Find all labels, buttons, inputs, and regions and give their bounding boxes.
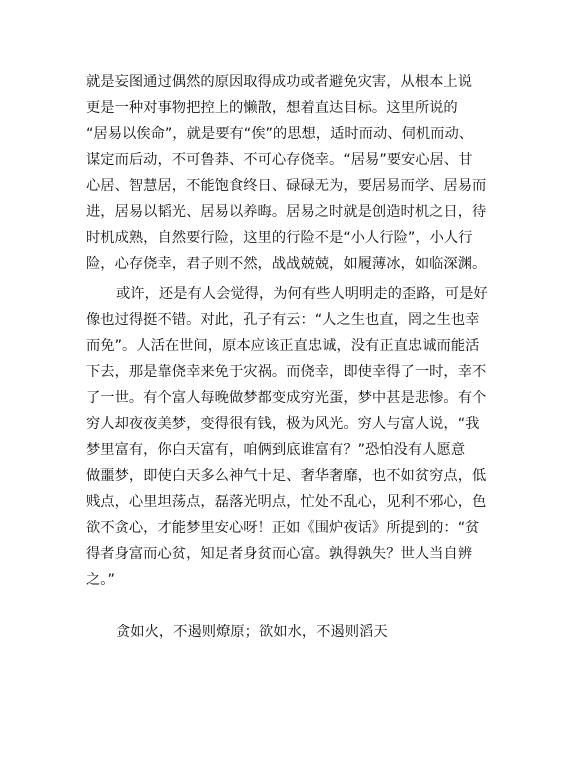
paragraph-line: 就是妄图通过偶然的原因取得成功或者避免灾害，从根本上说 xyxy=(86,74,473,90)
paragraph-line: 险，心存侥幸，君子则不然，战战兢兢，如履薄冰，如临深渊。 xyxy=(86,256,487,272)
paragraph-line: 得者身富而心贫，知足者身贫而心富。孰得孰失？世人当自辨 xyxy=(86,546,473,562)
paragraph-line: 做噩梦，即使白天多么神气十足、奢华奢靡，也不如贫穷点，低 xyxy=(86,468,487,484)
paragraph-line: 下去，那是靠侥幸来免于灾祸。而侥幸，即使幸得了一时，幸不 xyxy=(86,364,487,380)
paragraph-line: 贱点，心里坦荡点，磊落光明点，忙处不乱心，见利不邪心，色 xyxy=(86,494,487,510)
paragraph-line: 心居、智慧居，不能饱食终日、碌碌无为，要居易而学、居易而 xyxy=(86,178,487,194)
paragraph-line: 或许，还是有人会觉得，为何有些人明明走的歪路，可是好 xyxy=(116,286,488,302)
paragraph-line: 谋定而后动，不可鲁莽、不可心存侥幸。“居易”要安心居、甘 xyxy=(86,152,473,168)
paragraph-line: 时机成熟，自然要行险，这里的行险不是“小人行险”，小人行 xyxy=(86,230,473,246)
paragraph-line: 而免”。人活在世间，原本应该正直忠诚，没有正直忠诚而能活 xyxy=(86,338,480,354)
paragraph-line: 进，居易以韬光、居易以养晦。居易之时就是创造时机之日，待 xyxy=(86,204,487,220)
paragraph-line: 梦里富有，你白天富有，咱俩到底谁富有？”恐怕没有人愿意 xyxy=(86,442,466,458)
paragraph-line: 之。” xyxy=(86,572,115,588)
paragraph-line: 了一世。有个富人每晚做梦都变成穷光蛋，梦中甚是悲惨。有个 xyxy=(86,390,487,406)
paragraph-line: 穷人却夜夜美梦，变得很有钱，极为风光。穷人与富人说，“我 xyxy=(86,416,480,432)
paragraph-line: 欲不贪心，才能梦里安心呀！正如《围炉夜话》所提到的：“贫 xyxy=(86,520,480,536)
paragraph-line: 更是一种对事物把控上的懒散，想着直达目标。这里所说的 xyxy=(86,100,458,116)
paragraph-line: 像也过得挺不错。对此，孔子有云：“人之生也直，罔之生也幸 xyxy=(86,312,480,328)
paragraph-line: “居易以俟命”，就是要有“俟”的思想，适时而动、伺机而动、 xyxy=(86,126,474,142)
paragraph-line: 贪如火，不遏则燎原；欲如水，不遏则滔天 xyxy=(116,624,388,640)
